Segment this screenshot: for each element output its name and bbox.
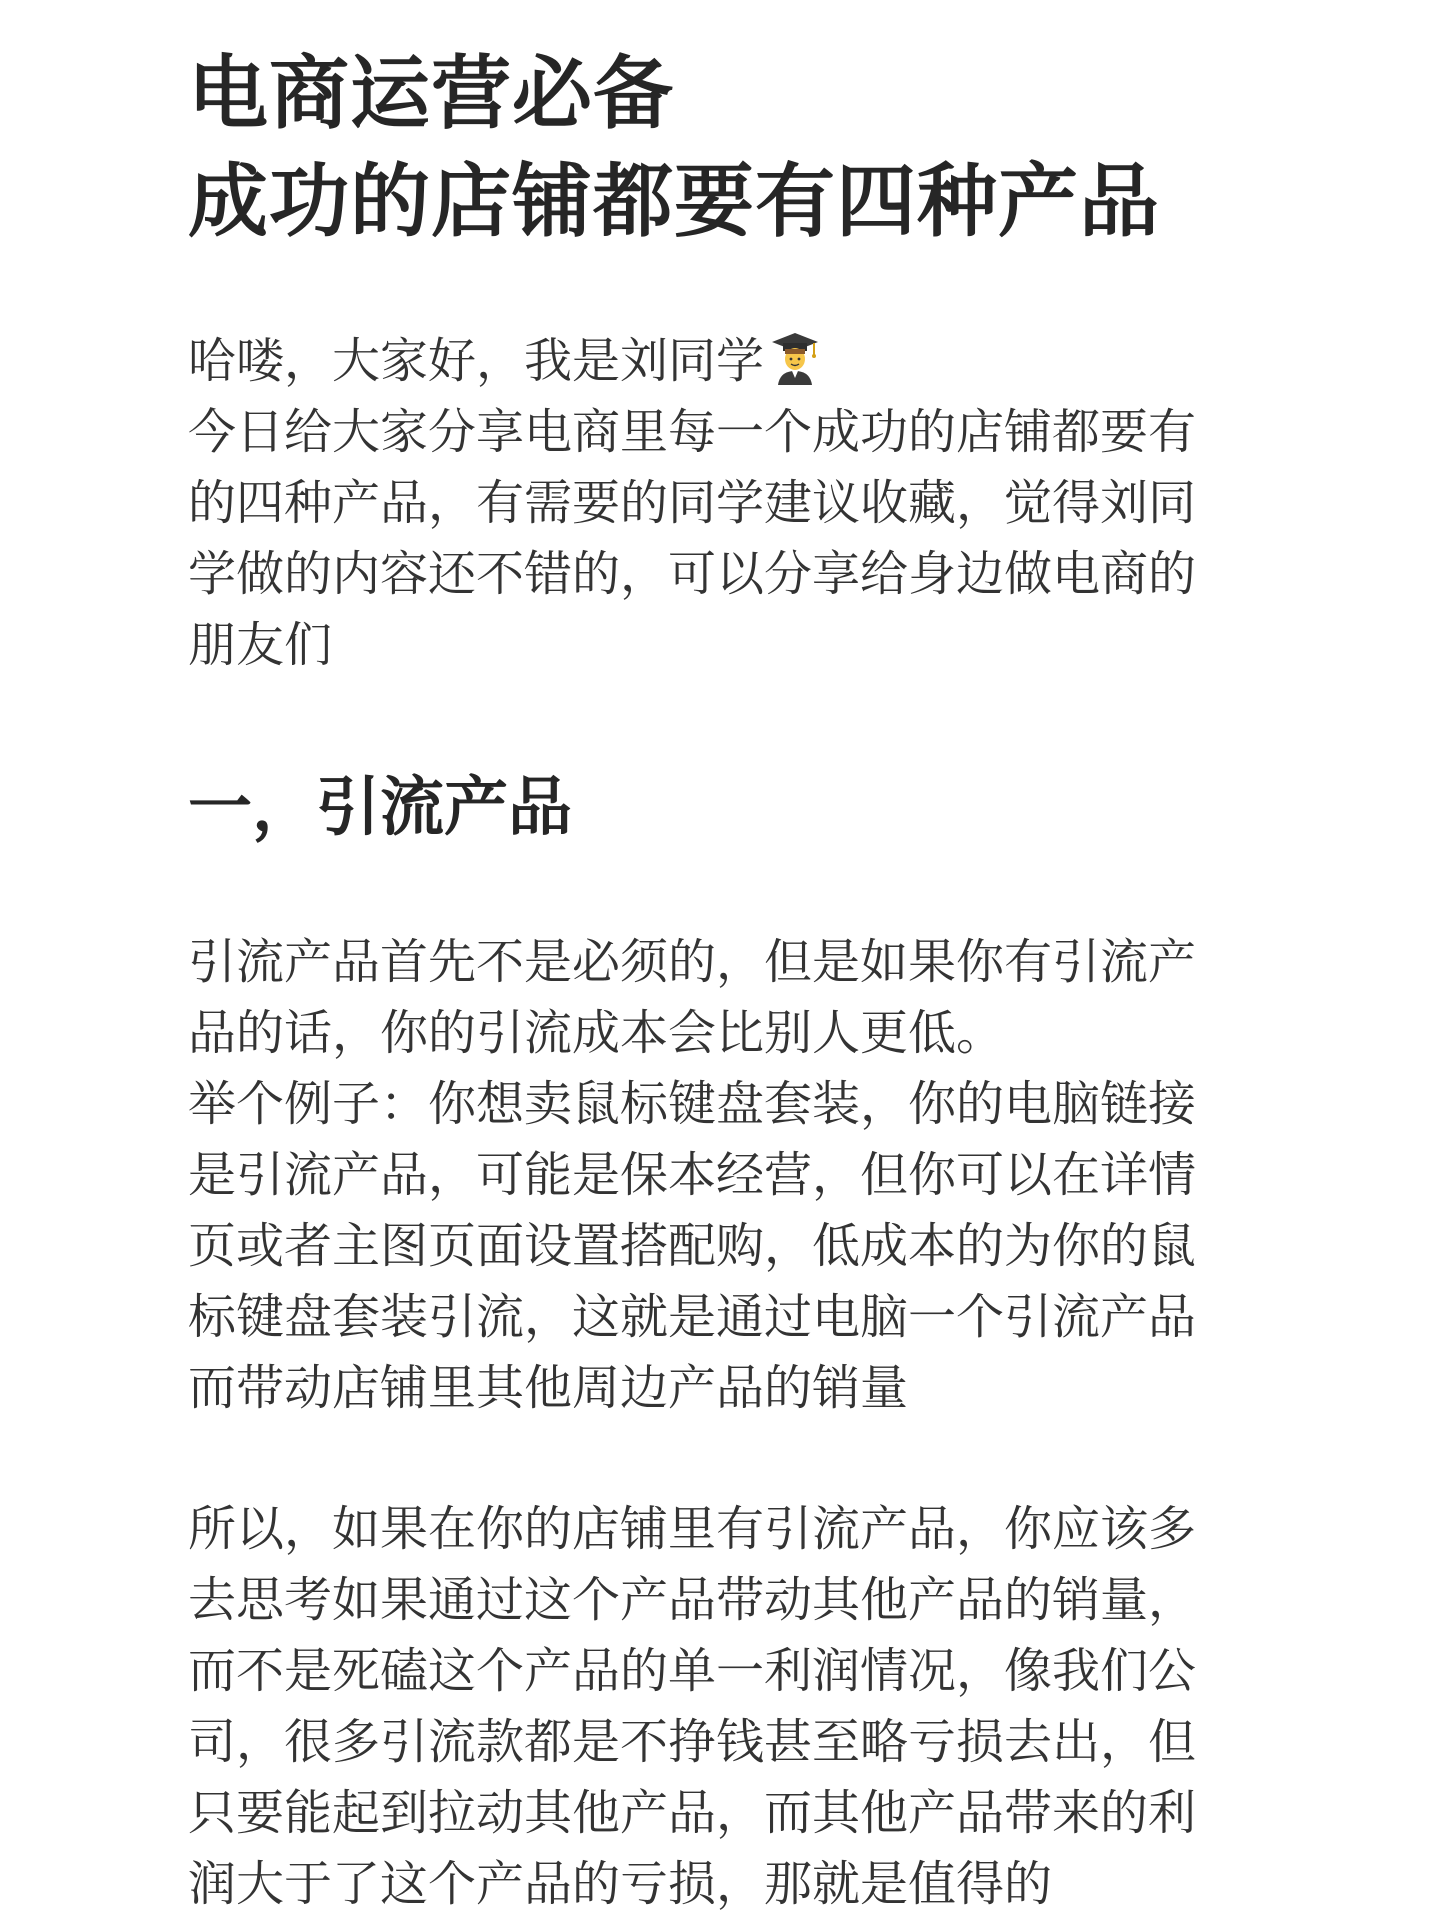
intro-greeting-line: [188, 326, 1258, 397]
intro-greeting: 哈喽，大家好，我是刘同学: [188, 333, 765, 389]
section1-paragraph-1: [188, 927, 1258, 1424]
section1-p2-line-4: 司，很多引流款都是不挣钱甚至略亏损去出，但: [188, 1714, 1197, 1770]
title-line-2: 成功的店铺都要有四种产品: [188, 155, 1160, 248]
graduate-student-emoji-icon: [770, 331, 820, 385]
section1-p1-line-6: 标键盘套装引流，这就是通过电脑一个引流产品: [188, 1289, 1197, 1345]
intro-paragraph: [188, 326, 1258, 681]
page-title: [188, 0, 1258, 256]
section1-p1-line-5: 页或者主图页面设置搭配购，低成本的为你的鼠: [188, 1218, 1197, 1274]
intro-line-4: 朋友们: [188, 617, 333, 673]
title-line-1: 电商运营必备: [188, 47, 674, 140]
section1-p2-line-1: 所以，如果在你的店铺里有引流产品，你应该多: [188, 1501, 1197, 1557]
section1-p2-line-2: 去思考如果通过这个产品带动其他产品的销量，: [188, 1572, 1197, 1628]
intro-line-1: 今日给大家分享电商里每一个成功的店铺都要有: [188, 404, 1197, 460]
section1-p2-line-6: 润大于了这个产品的亏损，那就是值得的: [188, 1856, 1053, 1912]
section-heading-traffic-products: 一，引流产品: [188, 771, 572, 845]
section1-p1-line-4: 是引流产品，可能是保本经营，但你可以在详情: [188, 1147, 1197, 1203]
section1-p2-line-3: 而不是死磕这个产品的单一利润情况，像我们公: [188, 1643, 1197, 1699]
section1-p2-line-5: 只要能起到拉动其他产品，而其他产品带来的利: [188, 1785, 1197, 1841]
article: [188, 0, 1258, 1920]
section1-paragraph-2: [188, 1494, 1258, 1920]
section1-p1-line-7: 而带动店铺里其他周边产品的销量: [188, 1360, 909, 1416]
section1-p1-line-3: 举个例子：你想卖鼠标键盘套装，你的电脑链接: [188, 1076, 1197, 1132]
section1-p1-line-1: 引流产品首先不是必须的，但是如果你有引流产: [188, 934, 1197, 990]
intro-line-2: 的四种产品，有需要的同学建议收藏，觉得刘同: [188, 475, 1197, 531]
section1-p1-line-2: 品的话，你的引流成本会比别人更低。: [188, 1005, 1005, 1061]
intro-line-3: 学做的内容还不错的，可以分享给身边做电商的: [188, 546, 1197, 602]
